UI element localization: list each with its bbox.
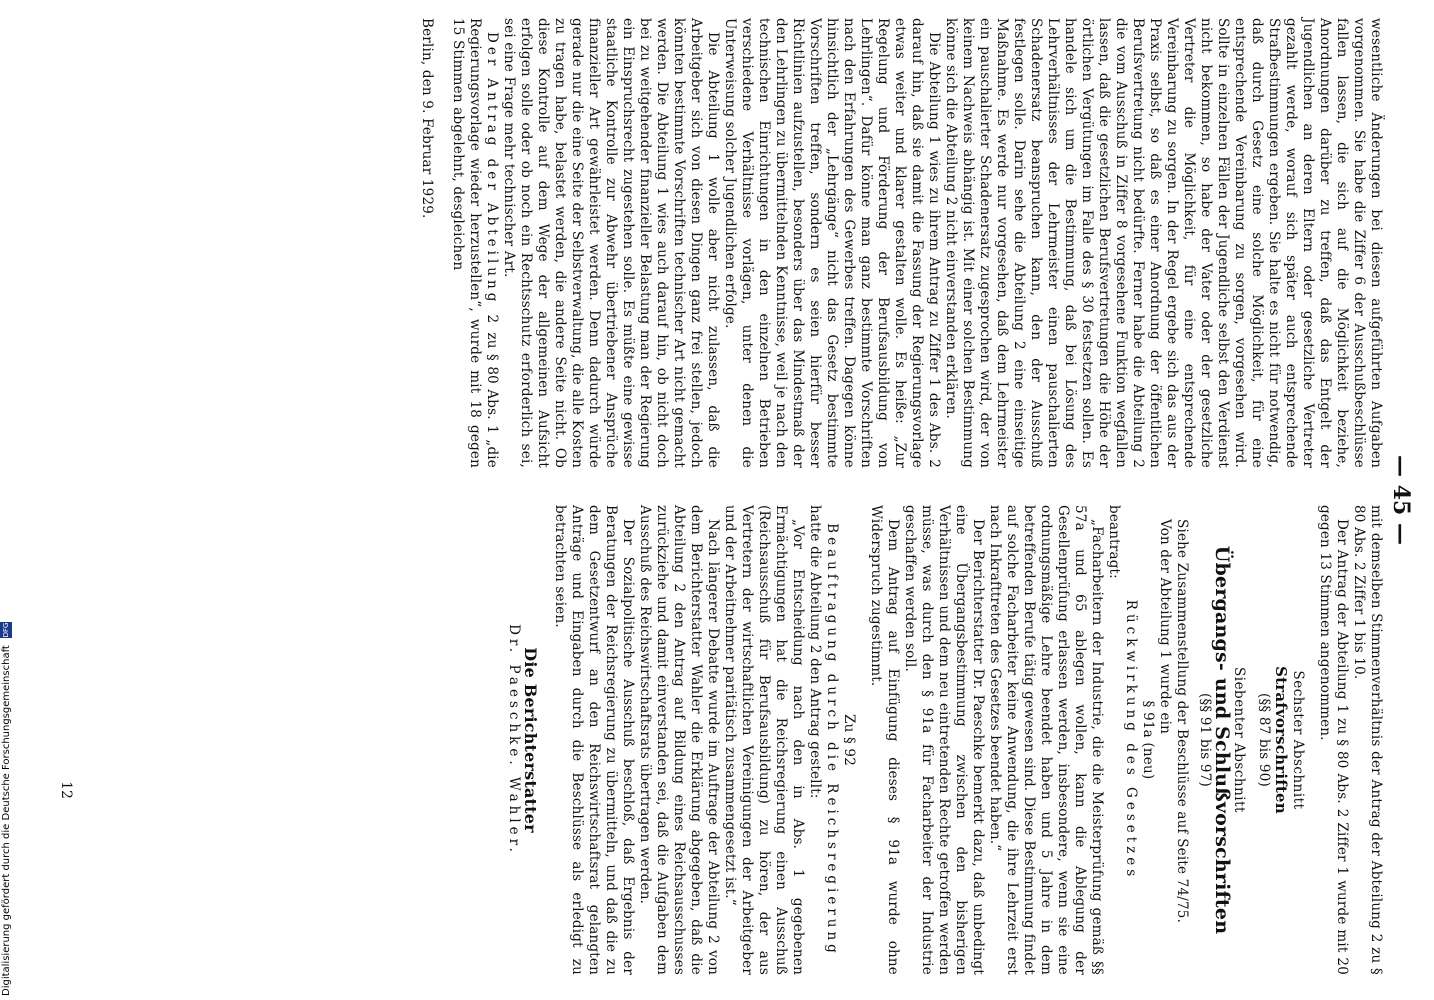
- quote: „Vor Entscheidung nach den in Abs. 1 gegebenen Ermächtigungen hat die Reichsregierung einen Ausschuß (Reichsausschuß für Berufsausbildung) zu hören, der aus Vertretern der wirtschaftlichen Vereinigungen der Arbeitgeber und der Arbeitnehmer paritätisch zusammengesetzt ist.“: [722, 505, 806, 975]
- paragraph: Der Sozialpolitische Ausschuß beschloß, daß Ergebnis der Beratungen der Reichsregierung zu übermitteln, und daß die zu dem Gesetzentwurf an den Reichswirtschaftsrat gelangten Anträge und Eingaben durch die Beschlüsse als erledigt zu betrachten seien.: [552, 505, 636, 975]
- paragraph: Die Abteilung 1 wies zu ihrem Antrag zu Ziffer 1 des Abs. 2 darauf hin, daß sie damit die Fassung der Regierungsvorlage etwas weiter und klarer gestalten wolle. Es heiße: „Zur Regelung und Förderung der Berufsausbildung von Lehrlingen“. Dafür könne man ganz bestimmte Vorschriften nach den Erfahrungen des Gewerbes treffen. Dagegen könne hinsichtlich der „Lehrgänge“ nicht das Gesetz bestimmte Vorschriften treffen, sondern es seien hierfür besser Richtlinien aufzustellen, besonders über das Mindestmaß der den Lehrlingen zu übermittelnden Kenntnisse, weil je nach den technischen Einrichtungen in den einzelnen Betrieben verschiedene Verhältnisse vorlägen, unter denen die Unterweisung solcher Jugendlichen erfolge.: [722, 18, 942, 468]
- paragraph: Von der Abteilung 1 wurde ein: [1157, 519, 1173, 735]
- section-number: Zu § 92: [841, 714, 857, 766]
- section-range: (§§ 91 bis 97): [1197, 693, 1213, 787]
- paragraph: Der Antrag der Abteilung 1 zu § 80 Abs. 2 Ziffer 1 wurde mit 20 gegen 13 Stimmen angenommen.: [1317, 505, 1350, 975]
- section-number: § 91a (neu): [1140, 700, 1156, 780]
- paragraph: Die Abteilung 1 wolle aber nicht zulassen, daß die Arbeitgeber sich von diesen Dingen ganz frei stellen, jedoch könnten bestimmte Vorschriften technischer Art nicht gemacht werden. Die Abteilung 1 wies auch darauf hin, ob nicht doch bei zu weitgehender finanzieller Belastung man der Regierung ein Einspruchsrecht zugestehen solle. Es müßte eine gewisse staatliche Kontrolle zur Abwehr übertriebener Ansprüche finanzieller Art gewährleistet werden. Denn dadurch würde gerade nur die eine Seite der Selbstverwaltung, die alle Kosten zu tragen habe, belastet werden, die andere Seite nicht. Ob diese Kontrolle auf dem Wege der allgemeinen Aufsicht erfolgen solle oder ob noch ein Rechtsschutz erforderlich sei, sei eine Frage mehr technischer Art.: [501, 18, 721, 468]
- right-text-column: [505, 505, 1384, 975]
- dfg-logo-icon: DFG: [2, 622, 10, 638]
- paragraph: mit demselben Stimmenverhältnis der Antrag der Abteilung 2 zu § 80 Abs. 2 Ziffer 1 bis 10.: [1351, 505, 1384, 975]
- section-range: (§§ 87 bis 90): [1256, 693, 1272, 787]
- quote: „Facharbeitern der Industrie, die die Meisterprüfung gemäß §§ 57a und 65 ablegen wollen, kann die Ablegung der Gesellenprüfung erlassen werden, insbesondere, wenn sie eine ordnungsmäßige Lehre beendet haben und 5 Jahre in dem betreffenden Berufe tätig gewesen sind. Diese Bestimmung findet auf solche Facharbeiter keine Anwendung, die ihre Lehrzeit erst nach Inkrafttreten des Gesetzes beendet haben.“: [987, 505, 1105, 975]
- paragraph: beantragt:: [1106, 505, 1122, 579]
- paragraph: wesentliche Änderungen bei diesen aufgeführten Aufgaben vorgenommen. Sie habe die Ziffer 6 der Ausschußbeschlüsse fallen lassen, die sich auf die Möglichkeit beziehe, Anordnungen darüber zu treffen, daß das Entgelt der Jugendlichen an deren Eltern oder gesetzliche Vertreter gezahlt werde, worauf sich später auch entsprechende Strafbestimmungen ergeben. Sie halte es nicht für notwendig, daß durch Gesetz eine solche Möglichkeit, für eine entsprechende Vereinbarung zu sorgen, vorgesehen wird. Sollte in einzelnen Fällen der Jugendliche selbst den Verdienst nicht bekommen, so habe der Vater oder der gesetzliche Vertreter die Möglichkeit, für eine entsprechende Vereinbarung zu sorgen. In der Regel ergebe sich das aus der Praxis selbst, so daß es einer Anordnung der öffentlichen Berufsvertretung nicht bedürfte. Ferner habe die Abteilung 2 die vom Ausschuß in Ziffer 8 vorgesehene Funktion wegfallen lassen, daß die gesetzlichen Berufsvertretungen die Höhe der örtlichen Vergütungen im Falle des § 30 festsetzen sollen. Es handele sich um die Bestimmung, daß bei Lösung des Lehrverhältnisses der Lehrmeister einen pauschalierten Schadenersatz beanspruchen kann, den der Ausschuß festlegen solle. Darin sehe die Abteilung 2 eine einseitige Maßnahme. Es werde nur vorgesehen, daß dem Lehrmeister ein pauschalierter Schadenersatz zugesprochen wird, der von keinem Nachweis abhängig ist. Mit einer solchen Bestimmung könne sich die Abteilung 2 nicht einverstanden erklären.: [943, 18, 1384, 468]
- paragraph: hatte die Abteilung 2 den Antrag gestellt:: [807, 505, 823, 799]
- paragraph: Nach längerer Debatte wurde im Auftrage der Abteilung 2 von dem Berichterstatter Wahler die Erklärung abgegeben, daß die Abteilung 2 den Antrag auf Bildung eines Reichsausschusses zurückziehe und damit einverstanden sei, daß die Aufgaben dem Ausschuß des Reichswirtschaftsrats übertragen werden.: [637, 505, 721, 975]
- paragraph: Siehe Zusammenstellung der Beschlüsse auf Seite 74/75.: [1174, 519, 1190, 924]
- left-text-column: [418, 18, 1384, 468]
- spaced-lead: Der Antrag der Abteilung 2: [484, 32, 500, 328]
- date-line: Berlin, den 9. Februar 1929.: [419, 18, 435, 219]
- footer-page-number: 12: [58, 781, 74, 799]
- section-subject: Rückwirkung des Gesetzes: [1123, 599, 1139, 881]
- paragraph: [449, 18, 500, 468]
- signature-names: Dr. Paeschke. Wahler.: [506, 624, 522, 856]
- paragraph: Der Berichterstatter Dr. Paeschke bemerkt dazu, daß unbedingt eine Übergangsbestimmung zwischen den bisherigen Verhältnissen und dem neu eintretenden Rechte getroffen werden müsse, was durch den § 91a für Facharbeiter der Industrie geschaffen werden soll.: [902, 505, 986, 975]
- section-heading: Strafvorschriften: [1272, 666, 1290, 814]
- section-title: Siebenter Abschnitt: [1231, 667, 1247, 813]
- signature-title: Die Berichterstatter: [521, 647, 540, 833]
- paragraph: Dem Antrag auf Einfügung dieses § 91a wurde ohne Widerspruch zugestimmt.: [868, 505, 901, 975]
- page-number: — 45 —: [1388, 455, 1414, 545]
- section-subject: Beauftragung durch die Reichsregierung: [824, 523, 840, 957]
- section-title: Sechster Abschnitt: [1290, 670, 1306, 810]
- paragraph-rest: zu § 80 Abs. 1 „die Regierungsvorlage wieder herzustellen“, wurde mit 18 gegen 15 Stimmen abgelehnt, desgleichen: [450, 18, 500, 469]
- digitisation-note: Digitalisierung gefördert durch die Deutsche Forschungsgemeinschaft DFG: [1, 622, 12, 996]
- section-heading: Übergangs- und Schlußvorschriften: [1211, 545, 1233, 935]
- side-margin-note: [0, 0, 18, 1000]
